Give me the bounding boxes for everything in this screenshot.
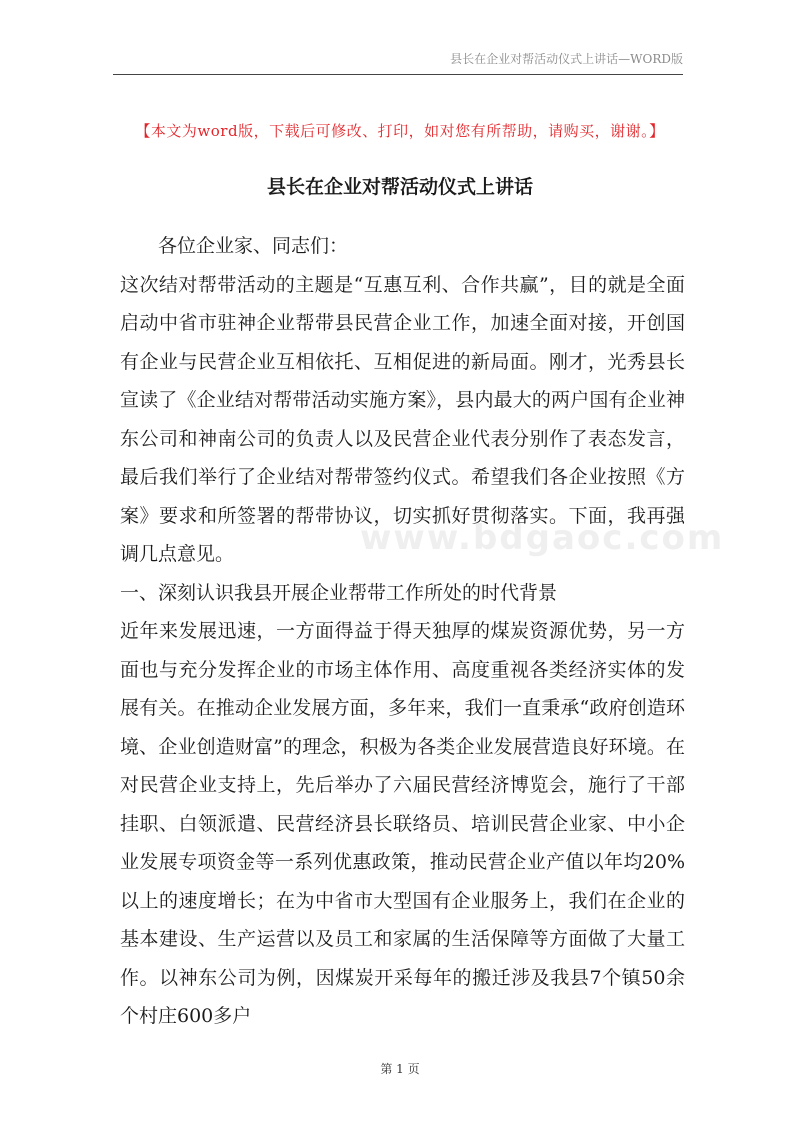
paragraph-2: 近年来发展迅速，一方面得益于得天独厚的煤炭资源优势，另一方面也与充分发挥企业的市场主体作用、高度重视各类经济实体的发展有关。在推动企业发展方面，多年来，我们一直秉承“政府创造环境、企业创造财富”的理念，积极为各类企业发展营造良好环境。在对民营企业支持上，先后举办了六届民营经济博览会，施行了干部挂职、白领派遣、民营经济县长联络员、培训民营企业家、中小企业发展专项资金等一系列优惠政策，推动民营企业产值以年均20%以上的速度增长；在为中省市大型国有企业服务上，我们在企业的基本建设、生产运营以及员工和家属的生活保障等方面做了大量工作。以神东公司为例，因煤炭开采每年的搬迁涉及我县7个镇50余个村庄600多户	[120, 620, 685, 1027]
page-number: 第 1 页	[380, 1062, 420, 1076]
running-header-title: 县长在企业对帮活动仪式上讲话—WORD版	[450, 52, 683, 66]
section-heading-1: 一、深刻认识我县开展企业帮带工作所处的时代背景	[120, 581, 558, 604]
document-title: 县长在企业对帮活动仪式上讲话	[266, 176, 533, 198]
salutation: 各位企业家、同志们：	[158, 235, 349, 257]
running-header	[113, 50, 683, 75]
document-body	[120, 227, 685, 1036]
paragraph-1: 这次结对帮带活动的主题是“互惠互利、合作共赢”，目的就是全面启动中省市驻神企业帮带县民营企业工作，加速全面对接，开创国有企业与民营企业互相依托、互相促进的新局面。刚才，光秀县长宣读了《企业结对帮带活动实施方案》，县内最大的两户国有企业神东公司和神南公司的负责人以及民营企业代表分别作了表态发言，最后我们举行了企业结对帮带签约仪式。希望我们各企业按照《方案》要求和所签署的帮带协议，切实抓好贯彻落实。下面，我再强调几点意见。	[120, 273, 685, 565]
purchase-notice: 【本文为word版，下载后可修改、打印，如对您有所帮助，请购买，谢谢。】	[135, 122, 665, 140]
watermark: www.bdgaoc.com	[360, 518, 725, 558]
